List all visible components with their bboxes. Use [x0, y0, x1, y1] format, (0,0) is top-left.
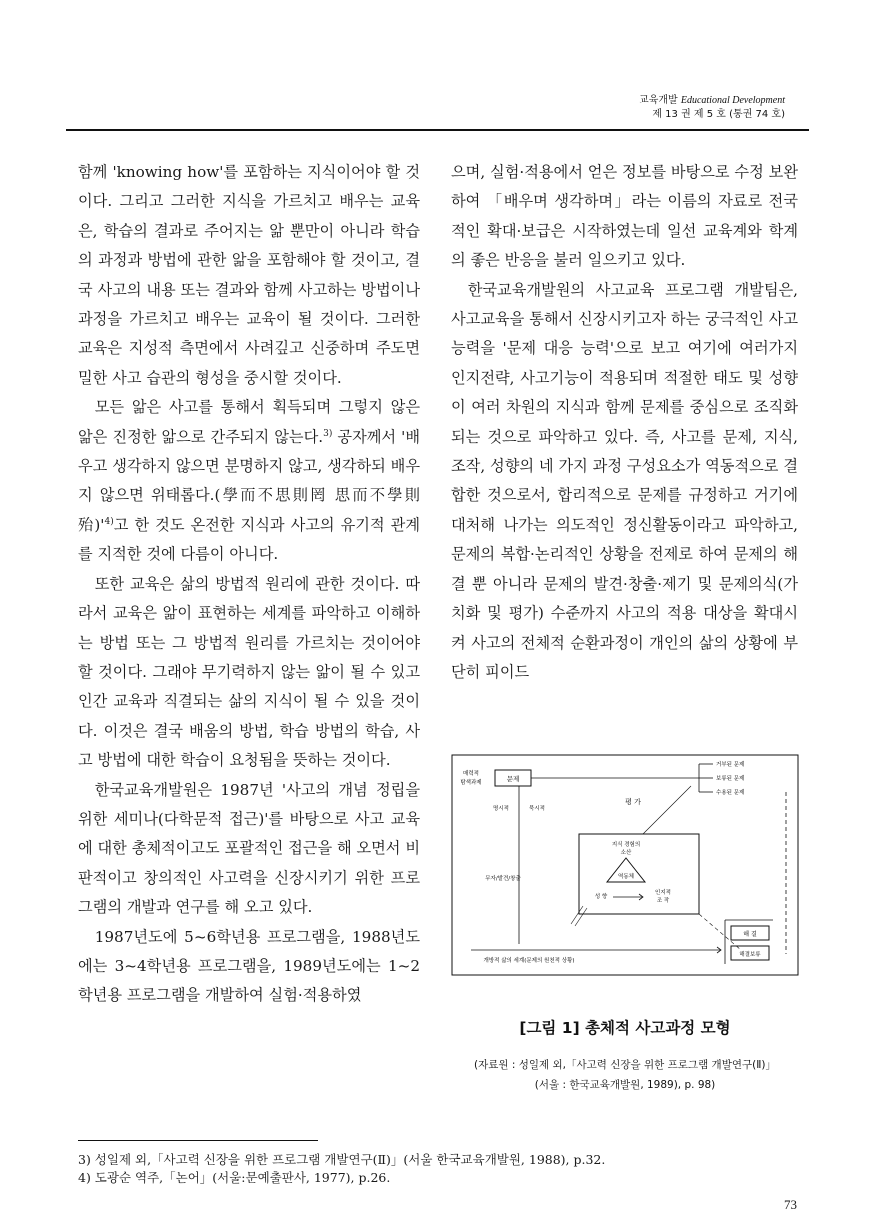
paragraph: 모든 앎은 사고를 통해서 획득되며 그렇지 않은 앎은 진정한 앎으로 간주되지 않는다.$^{3)}$ 공자께서 '배우고 생각하지 않으면 분명하지 않고, 생각하되 배우지 않으면 위태롭다.(學而不思則罔 思而不學則殆)'$^{4)}$고 한 것도 온전한 지식과 사고의 유기적 관계를 지적한 것에 다름이 아니다.	[78, 398, 421, 564]
figure-caption: [그림 1] 총체적 사고과정 모형	[519, 1019, 731, 1037]
diagram-label: 보류된 문제	[716, 776, 745, 782]
diagram-label: 거부된 문제	[716, 762, 745, 768]
diagram-label: 문제	[506, 775, 520, 783]
thinking-process-diagram	[451, 754, 799, 976]
footnote-ref: 4)	[104, 516, 114, 527]
page-number: 73	[784, 1197, 797, 1212]
footnote-ref: 3)	[323, 428, 333, 439]
left-column	[78, 158, 420, 1011]
diagram-label: 탐색과제	[460, 780, 482, 786]
diagram-label: 매력적	[463, 771, 479, 777]
diagram-label: 해 결	[743, 931, 757, 938]
header-rule	[66, 129, 809, 131]
right-column	[451, 158, 798, 687]
footnote-rule	[78, 1140, 318, 1141]
running-header	[639, 94, 785, 122]
diagram-label: 소산	[620, 850, 632, 856]
paragraph: 으며, 실험·적용에서 얻은 정보를 바탕으로 수정 보완하여 「배우며 생각하며」라는 이름의 자료로 전국적인 확대·보급은 시작하였는데 일선 교육계와 학계의 좋은 반응을 불러 일으키고 있다.	[451, 163, 798, 270]
diagram-label: 조 작	[656, 898, 670, 904]
diagram-label: 해결보류	[739, 952, 761, 958]
paragraph: 또한 교육은 삶의 방법적 원리에 관한 것이다. 따라서 교육은 앎이 표현하는 세계를 파악하고 이해하는 방법 또는 그 방법적 원리를 가르치는 것이어야 할 것이다. 그래야 무기력하지 않는 앎이 될 수 있고 인간 교육과 직결되는 삶의 지식이 될 수 있을 것이다. 이것은 결국 배움의 방법, 학습 방법의 학습, 사고 방법에 대한 학습이 요청됨을 뜻하는 것이다.	[78, 574, 420, 770]
journal-title: 교육개발 Educational Development	[639, 95, 785, 106]
diagram-label: 수용된 문제	[716, 790, 745, 796]
paragraph: 한국교육개발원의 사고교육 프로그램 개발팀은, 사고교육을 통해서 신장시키고자 하는 궁극적인 사고능력을 '문제 대응 능력'으로 보고 여기에 여러가지 인지전략, 사고기능이 적용되며 적절한 태도 및 성향이 여러 차원의 지식과 함께 문제를 중심으로 조직화되는 것으로 파악하고 있다. 즉, 사고를 문제, 지식, 조작, 성향의 네 가지 과정 구성요소가 역동적으로 결합한 것으로서, 합리적으로 문제를 규정하고 거기에 대처해 나가는 의도적인 정신활동이라고 파악하고, 문제의 복합·논리적인 상황을 전제로 하여 문제의 해결 뿐 아니라 문제의 발견·창출·제기 및 문제의식(가치화 및 평가) 수준까지 사고의 적용 대상을 확대시켜 사고의 전체적 순환과정이 개인의 삶의 상황에 부단히 피이드	[451, 280, 798, 681]
footnote: 3) 성일제 외,「사고력 신장을 위한 프로그램 개발연구(Ⅱ)」(서울 한국교육개발원, 1988), p.32.	[78, 1152, 606, 1167]
diagram-label: 평 가	[625, 798, 641, 806]
diagram-label: 명시적	[493, 806, 509, 812]
paragraph: 함께 'knowing how'를 포함하는 지식이어야 할 것이다. 그리고 그러한 지식을 가르치고 배우는 교육은, 학습의 결과로 주어지는 앎 뿐만이 아니라 학습의 과정과 방법에 관한 앎을 포함해야 할 것이고, 결국 사고의 내용 또는 결과와 함께 사고하는 방법이나 과정을 가르치고 배우는 교육이 될 것이다. 그러한 교육은 지성적 측면에서 사려깊고 신중하며 주도면밀한 사고 습관의 형성을 중시할 것이다.	[78, 163, 420, 387]
diagram-label: 역동체	[618, 874, 634, 880]
figure-source: (서울 : 한국교육개발원, 1989), p. 98)	[534, 1079, 716, 1091]
diagram-label: 무자/발견/창출	[485, 876, 521, 882]
paragraph: 한국교육개발원은 1987년 '사고의 개념 정립을 위한 세미나(다학문적 접근)'를 바탕으로 사고 교육에 대한 총체적이고도 포괄적인 접근을 해 오면서 비판적이고 창의적인 사고력을 신장시키기 위한 프로그램의 개발과 연구를 해 오고 있다.	[78, 780, 420, 917]
issue-info: 제 13 권 제 5 호 (통권 74 호)	[652, 109, 785, 120]
paragraph: 1987년도에 5~6학년용 프로그램을, 1988년도에는 3~4학년용 프로그램을, 1989년도에는 1~2학년용 프로그램을 개발하여 실험·적용하였	[78, 927, 420, 1005]
diagram-label: 묵시적	[529, 806, 545, 812]
diagram-label: 지식 경험의	[611, 842, 641, 848]
diagram-label: 성 향	[594, 894, 608, 900]
footnote: 4) 도광순 역주,「논어」(서울:문예출판사, 1977), p.26.	[78, 1170, 391, 1185]
diagram-label: 인지적	[655, 890, 671, 896]
diagram-label: 개방적 삶의 세계(문제의 원천적 상황)	[483, 958, 575, 964]
figure-source: (자료원 : 성일제 외,「사고력 신장을 위한 프로그램 개발연구(Ⅱ)」	[474, 1059, 776, 1071]
